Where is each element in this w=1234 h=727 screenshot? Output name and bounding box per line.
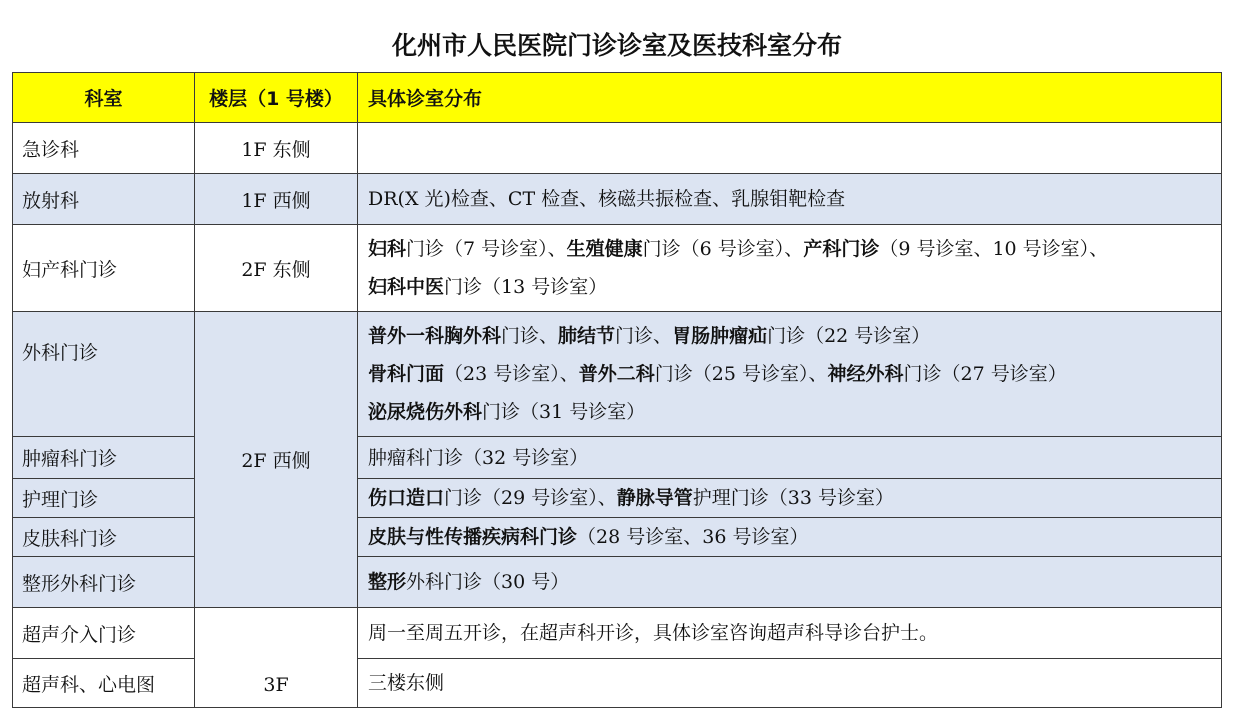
- room-text: 门诊（29 号诊室）、: [444, 487, 617, 509]
- department-table: [12, 72, 1222, 708]
- room-text: 门诊、: [501, 325, 559, 347]
- department-cell: 急诊科: [13, 123, 195, 174]
- room-name-bold: 肺结节: [558, 325, 616, 347]
- department-cell: 超声科、心电图: [13, 659, 195, 708]
- department-cell: 妇产科门诊: [13, 225, 195, 312]
- rooms-cell: [358, 437, 1222, 479]
- room-text: （28 号诊室、36 号诊室）: [577, 526, 809, 548]
- room-line: [368, 180, 1221, 218]
- table-row: [13, 659, 1222, 708]
- room-text: 门诊（7 号诊室）、: [406, 238, 567, 260]
- department-cell: 整形外科门诊: [13, 557, 195, 608]
- room-name-bold: 神经外科: [827, 363, 904, 385]
- header-rooms: 具体诊室分布: [358, 73, 1222, 123]
- department-cell: 放射科: [13, 174, 195, 225]
- room-line: [368, 664, 1221, 702]
- rooms-cell: [358, 479, 1222, 518]
- header-department: 科室: [13, 73, 195, 123]
- table-row: [13, 518, 1222, 557]
- room-text: 三楼东侧: [368, 672, 445, 694]
- room-name-bold: 静脉导管: [616, 487, 693, 509]
- room-name-bold: 胃肠肿瘤疝: [672, 325, 768, 347]
- floor-cell: 1F 西侧: [195, 174, 358, 225]
- room-line: [368, 439, 1221, 477]
- room-name-bold: 妇科中医: [368, 276, 445, 298]
- room-text: 门诊（6 号诊室）、: [642, 238, 804, 260]
- department-cell: 护理门诊: [13, 479, 195, 518]
- rooms-cell: [358, 225, 1222, 312]
- room-name-bold: 泌尿烧伤外科: [368, 401, 483, 423]
- room-text: 外科门诊（30 号）: [406, 571, 570, 593]
- room-name-bold: 骨科门面: [368, 363, 445, 385]
- rooms-cell: [358, 312, 1222, 437]
- room-name-bold: 伤口造口: [368, 487, 445, 509]
- room-line: [368, 317, 1221, 355]
- table-row: [13, 437, 1222, 479]
- header-floor: 楼层（1 号楼）: [195, 73, 358, 123]
- room-name-bold: 普外一科胸外科: [368, 325, 502, 347]
- room-text: DR(X 光)检查、CT 检查、核磁共振检查、乳腺钼靶检查: [368, 188, 846, 210]
- room-line: [368, 393, 1221, 431]
- floor-cell-merged: 3F: [195, 608, 358, 708]
- room-name-bold: 皮肤与性传播疾病科门诊: [368, 526, 578, 548]
- table-row: [13, 123, 1222, 174]
- rooms-cell: [358, 608, 1222, 659]
- table-row: [13, 174, 1222, 225]
- room-text: 门诊（27 号诊室）: [903, 363, 1067, 385]
- room-text: （9 号诊室、10 号诊室）、: [879, 238, 1109, 260]
- room-line: [368, 614, 1221, 652]
- department-cell: 外科门诊: [13, 312, 195, 437]
- room-text: 门诊（31 号诊室）: [482, 401, 646, 423]
- room-line: [368, 355, 1221, 393]
- room-line: [368, 518, 1221, 556]
- page-title: 化州市人民医院门诊诊室及医技科室分布: [391, 31, 842, 60]
- rooms-cell: [358, 174, 1222, 225]
- room-text: 门诊（22 号诊室）: [767, 325, 931, 347]
- table-row: [13, 312, 1222, 437]
- room-name-bold: 生殖健康: [566, 238, 643, 260]
- department-cell: 肿瘤科门诊: [13, 437, 195, 479]
- header-row: [13, 73, 1222, 123]
- room-line: [368, 563, 1221, 601]
- department-cell: 皮肤科门诊: [13, 518, 195, 557]
- rooms-cell: [358, 518, 1222, 557]
- rooms-cell: [358, 557, 1222, 608]
- floor-cell: 2F 东侧: [195, 225, 358, 312]
- room-line: [368, 230, 1221, 268]
- table-row: [13, 608, 1222, 659]
- rooms-cell: [358, 659, 1222, 708]
- rooms-cell: [358, 123, 1222, 174]
- room-text: 周一至周五开诊，在超声科开诊，具体诊室咨询超声科导诊台护士。: [368, 622, 939, 644]
- room-text: 门诊（25 号诊室）、: [654, 363, 828, 385]
- room-line: [368, 268, 1221, 306]
- room-text: 肿瘤科门诊（32 号诊室）: [368, 446, 589, 469]
- room-name-bold: 整形: [368, 571, 407, 593]
- floor-cell-merged: 2F 西侧: [195, 312, 358, 608]
- room-name-bold: 产科门诊: [803, 238, 880, 260]
- department-cell: 超声介入门诊: [13, 608, 195, 659]
- room-text: 门诊（13 号诊室）: [444, 276, 608, 298]
- room-text: 护理门诊（33 号诊室）: [692, 487, 894, 509]
- room-name-bold: 普外二科: [578, 363, 655, 385]
- room-name-bold: 妇科: [368, 238, 407, 260]
- table-row: [13, 225, 1222, 312]
- room-line: [368, 479, 1221, 517]
- table-row: [13, 479, 1222, 518]
- table-row: [13, 557, 1222, 608]
- room-text: 门诊、: [615, 325, 673, 347]
- floor-cell: 1F 东侧: [195, 123, 358, 174]
- room-text: （23 号诊室）、: [444, 363, 579, 385]
